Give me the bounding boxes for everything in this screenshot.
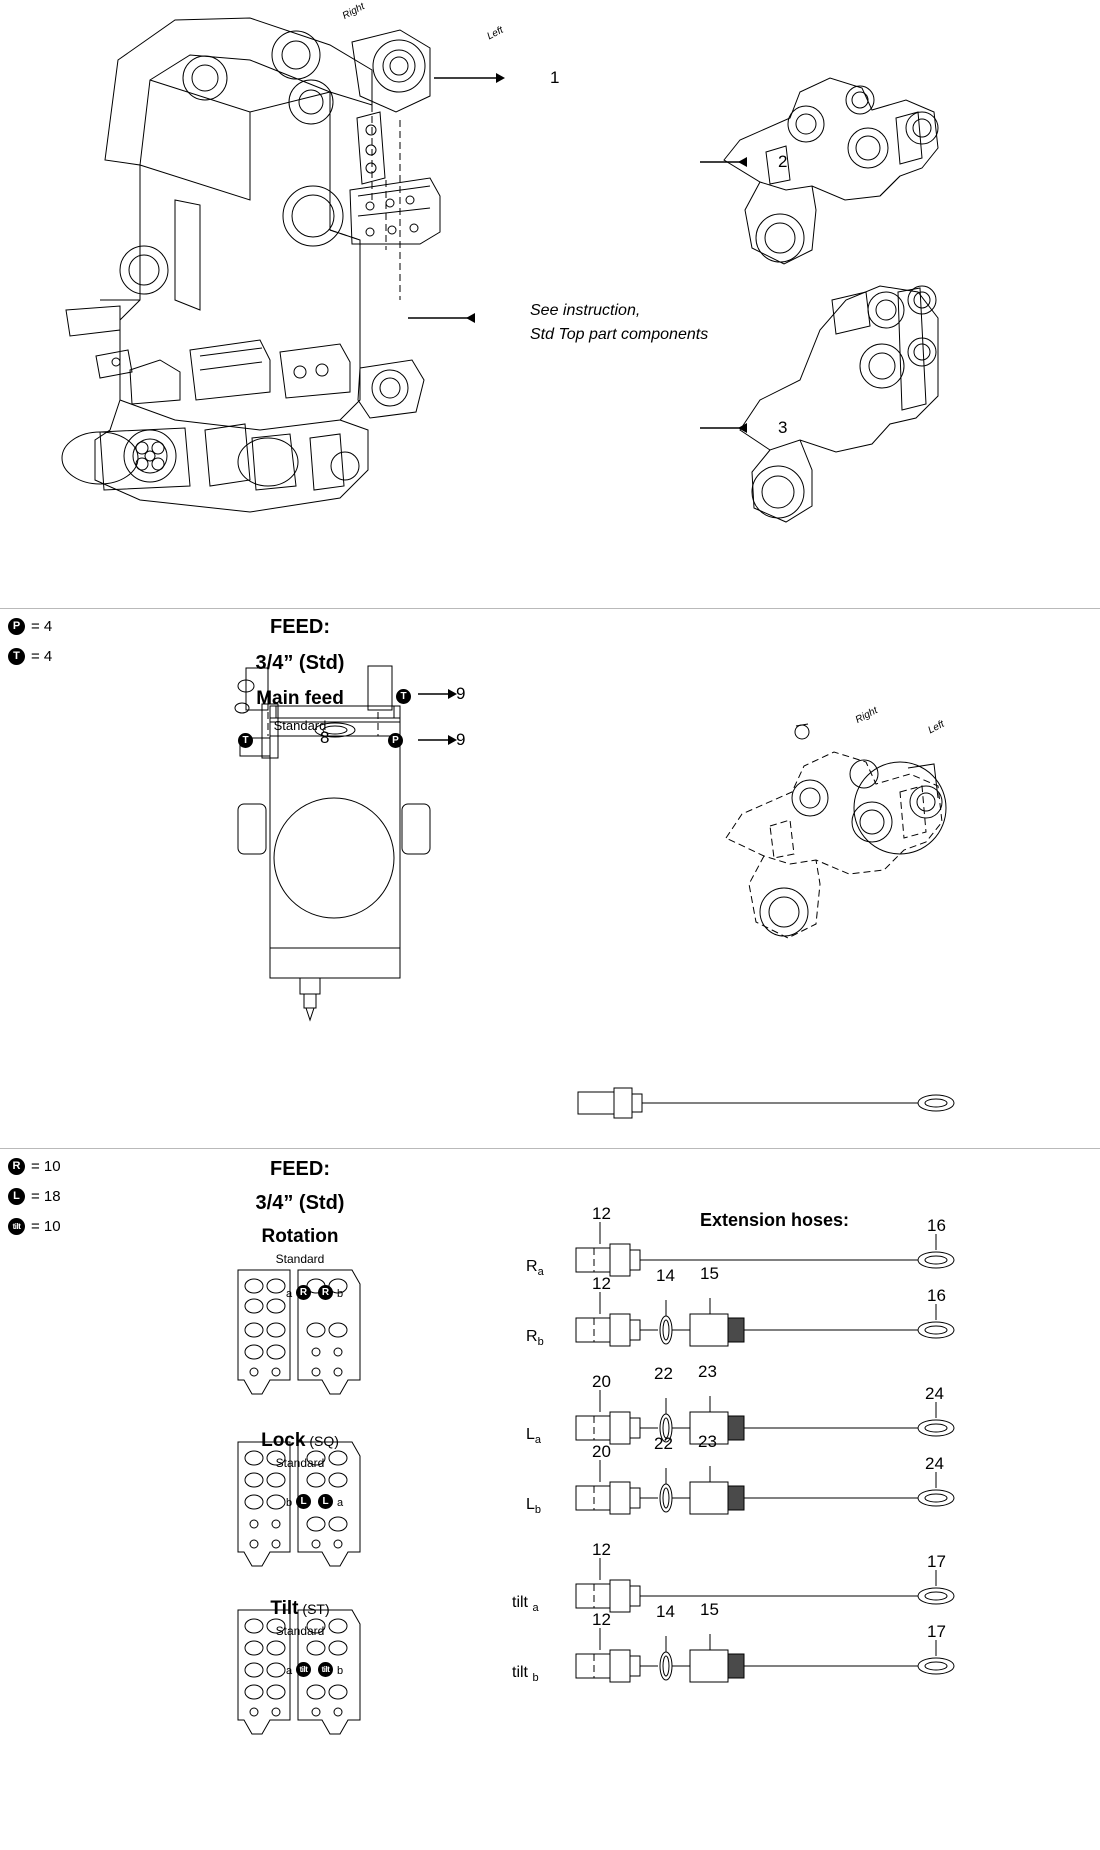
hose-part-la-mid1: 22 — [654, 1364, 673, 1383]
extension-hose-rows — [0, 1230, 1100, 1850]
hose-part-la-mid2: 23 — [698, 1362, 717, 1381]
hose-part-ra-right: 16 — [927, 1216, 946, 1235]
bottom-feed-size: 3/4” (Std) — [255, 1192, 345, 1214]
hose-label-rb — [526, 1328, 544, 1348]
middle-feed-title: FEED: — [270, 616, 330, 638]
legend-p-value: = 4 — [31, 618, 53, 635]
hose-label-lb — [526, 1496, 541, 1516]
hose-name-tilta: tilt — [512, 1594, 528, 1611]
legend-l-value: = 18 — [31, 1188, 61, 1205]
port-badge-l: L — [8, 1188, 25, 1205]
hose-part-la-right: 24 — [925, 1384, 944, 1403]
hose-part-rb-left: 12 — [592, 1274, 611, 1293]
tilt-title-text: Tilt — [270, 1598, 299, 1619]
bottom-feed-title: FEED: — [270, 1158, 330, 1180]
plate-badge-r-b: R — [318, 1284, 333, 1302]
callout-number-3: 3 — [778, 418, 788, 437]
port-badge-t-block-right: T — [396, 688, 411, 706]
hose-name-la: L — [526, 1426, 535, 1443]
callout-arrow-2 — [738, 157, 747, 167]
part-number-9b: 9 — [456, 730, 466, 749]
hose-part-tilta-left: 12 — [592, 1540, 611, 1559]
plate-badge-r-a: R — [296, 1284, 311, 1302]
instruction-note-line2: Std Top part components — [530, 326, 709, 343]
hose-sub-tiltb: b — [532, 1672, 539, 1685]
hose-part-rb-mid1: 14 — [656, 1266, 675, 1285]
hose-part-la-left: 20 — [592, 1372, 611, 1391]
part-number-8: 8 — [320, 728, 330, 747]
hose-name-ra: R — [526, 1258, 538, 1275]
plate-sub-rotation-a: a — [286, 1288, 293, 1300]
hose-part-rb-right: 16 — [927, 1286, 946, 1305]
hose-part-tiltb-left: 12 — [592, 1610, 611, 1629]
plate-sub-tilt-b: b — [337, 1665, 344, 1677]
lock-title-text: Lock — [261, 1430, 306, 1451]
hose-label-la — [526, 1426, 541, 1446]
orientation-label-right-middle: Right — [853, 705, 880, 726]
hose-part-rb-mid2: 15 — [700, 1264, 719, 1283]
callout-arrow-3 — [738, 423, 747, 433]
legend-r-value: = 10 — [31, 1158, 61, 1175]
port-badge-t-block-left: T — [238, 732, 253, 750]
hose-sub-lb: b — [534, 1504, 542, 1517]
hose-label-ra — [526, 1258, 544, 1278]
hose-part-tiltb-right: 17 — [927, 1622, 946, 1641]
middle-feed-variant: Standard — [273, 718, 327, 733]
middle-feed-type: Main feed — [256, 688, 344, 709]
lock-block-variant: Standard — [275, 1456, 325, 1470]
hose-part-lb-left: 20 — [592, 1442, 611, 1461]
plate-sub-rotation-b: b — [337, 1288, 344, 1300]
instruction-note-line1: See instruction, — [530, 302, 641, 319]
plate-badge-tilt-b: tilt — [318, 1661, 333, 1679]
plate-badge-l-b: L — [296, 1493, 311, 1511]
plate-badge-tilt-a: tilt — [296, 1661, 311, 1679]
tilt-block-variant: Standard — [275, 1624, 325, 1638]
lock-title-suffix: (SQ) — [309, 1433, 339, 1449]
hose-name-lb: L — [526, 1496, 535, 1513]
section-divider-2 — [0, 1148, 1100, 1149]
port-badge-p-block: P — [388, 732, 403, 750]
plate-sub-lock-a: a — [337, 1497, 344, 1509]
hose-part-tiltb-mid1: 14 — [656, 1602, 675, 1621]
tilt-title-suffix: (ST) — [302, 1601, 330, 1617]
hose-part-tiltb-mid2: 15 — [700, 1600, 719, 1619]
part-number-9a: 9 — [456, 684, 466, 703]
hose-name-tiltb: tilt — [512, 1664, 528, 1681]
hose-part-lb-mid2: 23 — [698, 1432, 717, 1451]
plate-sub-lock-b: b — [286, 1497, 293, 1509]
hose-part-ra-left: 12 — [592, 1204, 611, 1223]
callout-arrow-1 — [496, 73, 505, 83]
orientation-label-left-top: Left — [485, 24, 506, 43]
hose-sub-ra: a — [537, 1266, 544, 1279]
port-badge-t: T — [8, 648, 25, 665]
instruction-note-arrow — [466, 313, 475, 323]
port-badge-r: R — [8, 1158, 25, 1175]
hose-part-lb-mid1: 22 — [654, 1434, 673, 1453]
legend-t-value: = 4 — [31, 648, 53, 665]
extension-hoses-title: Extension hoses: — [700, 1210, 850, 1230]
middle-right-assembly — [0, 608, 1100, 1148]
orientation-label-right-top: Right — [340, 1, 367, 22]
plate-sub-tilt-a: a — [286, 1665, 293, 1677]
middle-feed-size: 3/4” (Std) — [255, 652, 345, 674]
plate-badge-l-a: L — [318, 1493, 333, 1511]
port-badge-p: P — [8, 618, 25, 635]
hose-name-rb: R — [526, 1328, 538, 1345]
hose-sub-la: a — [534, 1434, 542, 1447]
hose-label-tiltb — [512, 1664, 539, 1684]
orientation-label-left-middle: Left — [926, 718, 947, 737]
hose-part-lb-right: 24 — [925, 1454, 944, 1473]
port-badge-tilt: tilt — [8, 1218, 25, 1235]
rotation-block-variant: Standard — [275, 1252, 325, 1266]
callout-number-1: 1 — [550, 68, 560, 87]
hose-sub-tilta: a — [532, 1602, 539, 1615]
hose-label-tilta — [512, 1594, 539, 1614]
legend-tilt-value: = 10 — [31, 1218, 61, 1235]
hose-part-tilta-right: 17 — [927, 1552, 946, 1571]
rotation-title-text: Rotation — [261, 1226, 339, 1247]
hose-sub-rb: b — [537, 1336, 544, 1349]
callout-number-2: 2 — [778, 152, 788, 171]
